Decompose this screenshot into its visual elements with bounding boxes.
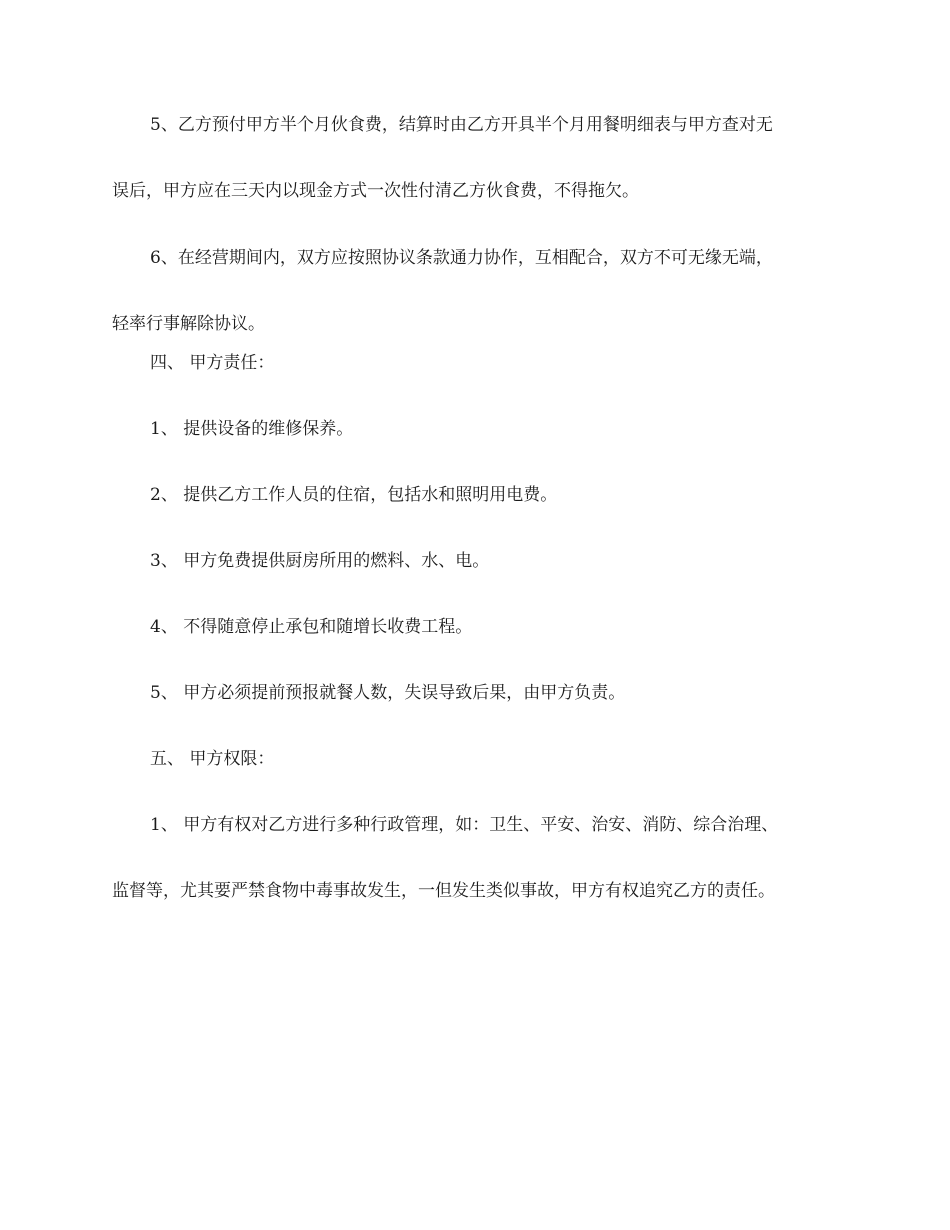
paragraph-line: 监督等，尤其要严禁食物中毒事故发生，一但发生类似事故，甲方有权追究乙方的责任。 (112, 881, 775, 901)
list-item: 3、 甲方免费提供厨房所用的燃料、水、电。 (150, 551, 490, 571)
list-item: 2、 提供乙方工作人员的住宿，包括水和照明用电费。 (150, 485, 558, 505)
list-item: 5、 甲方必须提前预报就餐人数，失误导致后果，由甲方负责。 (150, 683, 626, 703)
section-heading-responsibilities: 四、 甲方责任： (150, 353, 275, 373)
paragraph-line: 误后，甲方应在三天内以现金方式一次性付清乙方伙食费，不得拖欠。 (112, 181, 639, 201)
paragraph-line: 6、在经营期间内，双方应按照协议条款通力协作，互相配合，双方不可无缘无端， (150, 248, 773, 268)
paragraph-line: 轻率行事解除协议。 (112, 314, 265, 334)
list-item: 4、 不得随意停止承包和随增长收费工程。 (150, 617, 473, 637)
paragraph-line: 5、乙方预付甲方半个月伙食费，结算时由乙方开具半个月用餐明细表与甲方查对无 (150, 115, 773, 135)
list-item: 1、 提供设备的维修保养。 (150, 419, 354, 439)
paragraph-item-5 (112, 92, 836, 224)
section-heading-authority: 五、 甲方权限： (150, 749, 275, 769)
paragraph-authority-1 (112, 792, 836, 924)
paragraph-line: 1、 甲方有权对乙方进行多种行政管理，如：卫生、平安、治安、消防、综合治理、 (150, 815, 779, 835)
